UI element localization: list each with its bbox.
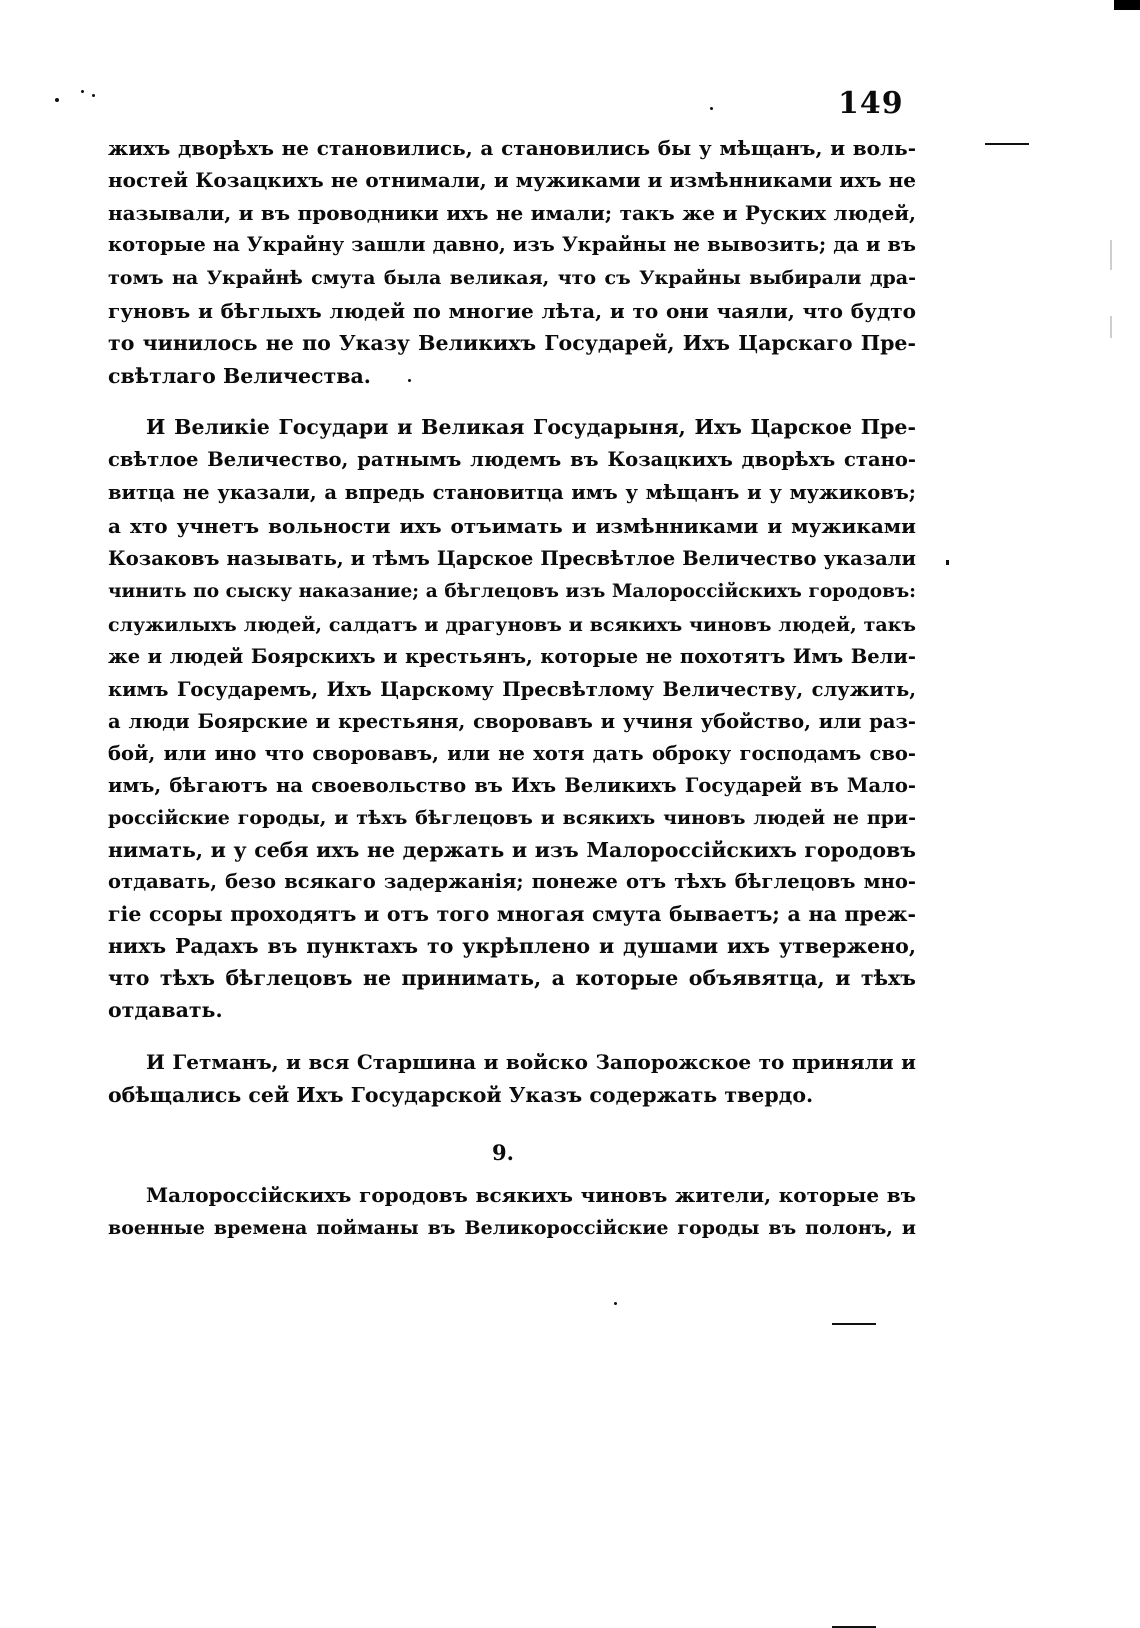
scan-speck <box>92 94 95 97</box>
scan-edge-bar <box>1114 0 1140 10</box>
text-line: обѣщались сей Ихъ Государской Указъ содержать твердо. <box>108 1083 814 1107</box>
section-number: 9. <box>492 1140 514 1165</box>
text-line: нихъ Радахъ въ пунктахъ то укрѣплено и душами ихъ утвержено, <box>108 934 916 958</box>
text-line: имъ, бѣгаютъ на своевольство въ Ихъ Великихъ Государей въ Мало- <box>108 774 916 797</box>
text-line: бой, или ино что своровавъ, или не хотя дать оброку господамъ сво- <box>108 742 916 765</box>
text-line: жихъ дворѣхъ не становились, а становились бы у мѣщанъ, и воль- <box>108 136 916 160</box>
text-line: Малороссійскихъ городовъ всякихъ чиновъ жители, которые въ <box>146 1183 916 1207</box>
text-line: то чинилось не по Указу Великихъ Государей, Ихъ Царскаго Пре- <box>108 331 916 355</box>
scan-speck <box>710 107 713 110</box>
scan-speck <box>81 90 84 93</box>
scan-rule <box>1110 316 1112 338</box>
text-line: россійские городы, и тѣхъ бѣглецовъ и всякихъ чиновъ людей не при- <box>108 807 916 829</box>
text-line: что тѣхъ бѣглецовъ не принимать, а которые объявятца, и тѣхъ <box>108 966 916 990</box>
text-line: а люди Боярские и крестьяня, своровавъ и учиня убойство, или раз- <box>108 710 916 733</box>
page-number: 149 <box>838 86 904 121</box>
text-line: ностей Козацкихъ не отнимали, и мужиками и измѣнниками ихъ не <box>108 168 916 192</box>
text-line: нимать, и у себя ихъ не держать и изъ Малороссійскихъ городовъ <box>108 838 916 862</box>
text-line: военные времена пойманы въ Великороссійские городы въ полонъ, и <box>108 1217 916 1239</box>
text-line: которые на Украйну зашли давно, изъ Украйны не вывозить; да и въ <box>108 233 916 256</box>
text-line: витца не указали, а впредь становитца имъ у мѣщанъ и у мужиковъ; <box>108 481 916 504</box>
scan-speck <box>55 98 59 102</box>
text-line: И Гетманъ, и вся Старшина и войско Запорожское то приняли и <box>146 1050 916 1074</box>
text-line: гуновъ и бѣглыхъ людей по многие лѣта, и то они чаяли, что будто <box>108 299 916 323</box>
scan-speck <box>946 560 949 565</box>
text-line: томъ на Украйнѣ смута была великая, что съ Украйны выбирали дра- <box>108 267 916 289</box>
scan-rule <box>985 143 1029 145</box>
text-line: И Великіе Государи и Великая Государыня, Ихъ Царское Пре- <box>146 415 916 439</box>
text-line: а хто учнетъ вольности ихъ отъимать и измѣнниками и мужиками <box>108 514 916 538</box>
text-line: называли, и въ проводники ихъ не имали; такъ же и Руских людей, <box>108 201 916 225</box>
text-line: Козаковъ называть, и тѣмъ Царское Пресвѣтлое Величество указали <box>108 547 916 570</box>
scan-rule <box>1110 240 1112 270</box>
text-line: отдавать. <box>108 998 223 1022</box>
text-line: свѣтлое Величество, ратнымъ людемъ въ Козацкихъ дворѣхъ стано- <box>108 448 916 471</box>
scan-rule <box>832 1323 876 1325</box>
text-line: же и людей Боярскихъ и крестьянъ, которые не похотятъ Имъ Вели- <box>108 645 916 668</box>
text-line: служилыхъ людей, салдатъ и драгуновъ и всякихъ чиновъ людей, такъ <box>108 614 916 636</box>
text-line: чинить по сыску наказание; а бѣглецовъ изъ Малороссійскихъ городовъ: <box>108 581 916 602</box>
text-line: гіе ссоры проходятъ и отъ того многая смута бываетъ; а на преж- <box>108 902 916 926</box>
scan-speck <box>614 1302 617 1305</box>
text-line: свѣтлаго Величества. <box>108 364 371 388</box>
text-line: отдавать, безо всякаго задержанія; понеже отъ тѣхъ бѣглецовъ мно- <box>108 870 916 893</box>
text-line: кимъ Государемъ, Ихъ Царскому Пресвѣтлому Величеству, служить, <box>108 678 916 701</box>
